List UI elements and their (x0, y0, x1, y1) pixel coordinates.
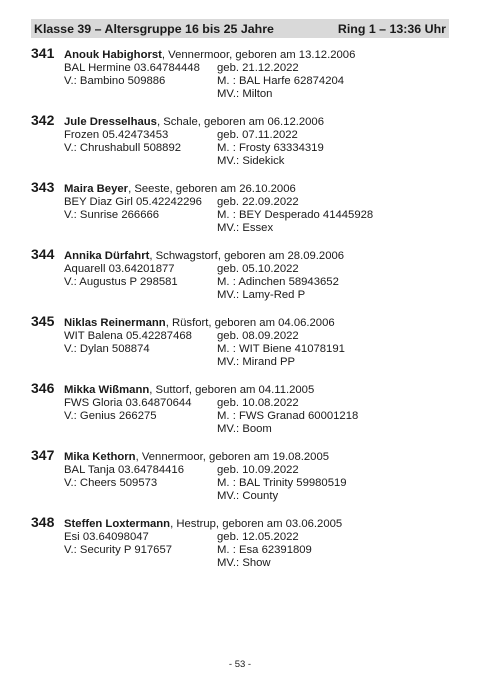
dam-sire: MV.: Sidekick (217, 155, 285, 167)
sire: V.: Cheers 509573 (64, 477, 158, 489)
entry-number: 342 (31, 112, 55, 128)
participant-name: Niklas Reinermann (64, 317, 166, 329)
participant-name: Anouk Habighorst (64, 49, 162, 61)
participant-name: Annika Dürfahrt (64, 250, 150, 262)
participant-name: Maira Beyer (64, 183, 129, 195)
entry-number: 347 (31, 447, 55, 463)
animal-info (64, 129, 181, 155)
dam-sire: MV.: Boom (217, 423, 272, 435)
entry (31, 246, 451, 317)
dam: M. : BEY Desperado 41445928 (217, 209, 374, 221)
birth-date: geb. 22.09.2022 (217, 196, 299, 208)
entry (31, 112, 451, 183)
participant-details: , Schwagstorf, geboren am 28.09.2006 (149, 250, 345, 262)
birth-date: geb. 12.05.2022 (217, 531, 299, 543)
animal-info (64, 531, 172, 557)
class-header (31, 19, 449, 38)
pedigree-info (217, 196, 373, 235)
animal-info (64, 62, 200, 88)
sire: V.: Dylan 508874 (64, 343, 150, 355)
cow-name: Frozen 05.42473453 (64, 129, 169, 141)
page-number: - 53 - (228, 659, 252, 670)
dam: M. : BAL Trinity 59980519 (217, 477, 347, 489)
entry (31, 514, 451, 585)
animal-info (64, 464, 184, 490)
birth-date: geb. 08.09.2022 (217, 330, 299, 342)
sire: V.: Genius 266275 (64, 410, 157, 422)
participant-line (64, 250, 344, 263)
birth-date: geb. 10.08.2022 (217, 397, 299, 409)
pedigree-info (217, 62, 344, 101)
entry (31, 313, 451, 384)
animal-info (64, 330, 192, 356)
entry-number: 348 (31, 514, 55, 530)
dam-sire: MV.: Lamy-Red P (217, 289, 306, 301)
cow-name: WIT Balena 05.42287468 (64, 330, 192, 342)
birth-date: geb. 07.11.2022 (217, 129, 298, 141)
participant-line (64, 384, 314, 397)
participant-details: , Suttorf, geboren am 04.11.2005 (149, 384, 315, 396)
participant-name: Mikka Wißmann (64, 384, 150, 396)
dam: M. : WIT Biene 41078191 (217, 343, 345, 355)
dam-sire: MV.: Mirand PP (217, 356, 296, 368)
pedigree-info (217, 129, 324, 168)
pedigree-info (217, 397, 358, 436)
animal-info (64, 263, 178, 289)
cow-name: BAL Hermine 03.64784448 (64, 62, 200, 74)
participant-details: , Hestrup, geboren am 03.06.2005 (170, 518, 343, 530)
dam-sire: MV.: Milton (217, 88, 273, 100)
entry (31, 380, 451, 451)
participant-name: Steffen Loxtermann (64, 518, 171, 530)
entry-list (31, 45, 451, 585)
participant-line (64, 317, 335, 330)
participant-details: , Vennermoor, geboren am 19.08.2005 (135, 451, 330, 463)
sire: V.: Bambino 509886 (64, 75, 166, 87)
participant-details: , Vennermoor, geboren am 13.12.2006 (161, 49, 356, 61)
sire: V.: Chrushabull 508892 (64, 142, 182, 154)
cow-name: BAL Tanja 03.64784416 (64, 464, 184, 476)
participant-line (64, 116, 324, 129)
participant-details: , Schale, geboren am 06.12.2006 (156, 116, 325, 128)
sire: V.: Security P 917657 (64, 544, 173, 556)
dam: M. : FWS Granad 60001218 (217, 410, 359, 422)
participant-details: , Seeste, geboren am 26.10.2006 (128, 183, 296, 195)
birth-date: geb. 21.12.2022 (217, 62, 299, 74)
entry-number: 345 (31, 313, 55, 329)
pedigree-info (217, 330, 345, 369)
dam: M. : Frosty 63334319 (217, 142, 324, 154)
dam-sire: MV.: Essex (217, 222, 274, 234)
ring-time: Ring 1 – 13:36 Uhr (337, 21, 446, 36)
birth-date: geb. 10.09.2022 (217, 464, 299, 476)
dam: M. : BAL Harfe 62874204 (217, 75, 345, 87)
entry-number: 344 (31, 246, 55, 262)
participant-details: , Rüsfort, geboren am 04.06.2006 (165, 317, 335, 329)
cow-name: Esi 03.64098047 (64, 531, 149, 543)
pedigree-info (217, 531, 312, 570)
animal-info (64, 196, 202, 222)
participant-line (64, 183, 296, 196)
dam: M. : Esa 62391809 (217, 544, 312, 556)
participant-line (64, 518, 342, 531)
cow-name: Aquarell 03.64201877 (64, 263, 175, 275)
participant-line (64, 451, 329, 464)
class-title: Klasse 39 – Altersgruppe 16 bis 25 Jahre (34, 21, 274, 36)
entry-number: 346 (31, 380, 55, 396)
cow-name: FWS Gloria 03.64870644 (64, 397, 192, 409)
birth-date: geb. 05.10.2022 (217, 263, 299, 275)
pedigree-info (217, 263, 339, 302)
entry (31, 45, 451, 116)
sire: V.: Augustus P 298581 (64, 276, 178, 288)
dam: M. : Adinchen 58943652 (217, 276, 339, 288)
entry-number: 341 (31, 45, 55, 61)
dam-sire: MV.: County (217, 490, 279, 502)
animal-info (64, 397, 191, 423)
entry-number: 343 (31, 179, 55, 195)
entry (31, 447, 451, 518)
cow-name: BEY Diaz Girl 05.42242296 (64, 196, 202, 208)
participant-name: Jule Dresselhaus (64, 116, 157, 128)
sire: V.: Sunrise 266666 (64, 209, 160, 221)
participant-line (64, 49, 355, 62)
entry (31, 179, 451, 250)
pedigree-info (217, 464, 347, 503)
participant-name: Mika Kethorn (64, 451, 136, 463)
dam-sire: MV.: Show (217, 557, 271, 569)
